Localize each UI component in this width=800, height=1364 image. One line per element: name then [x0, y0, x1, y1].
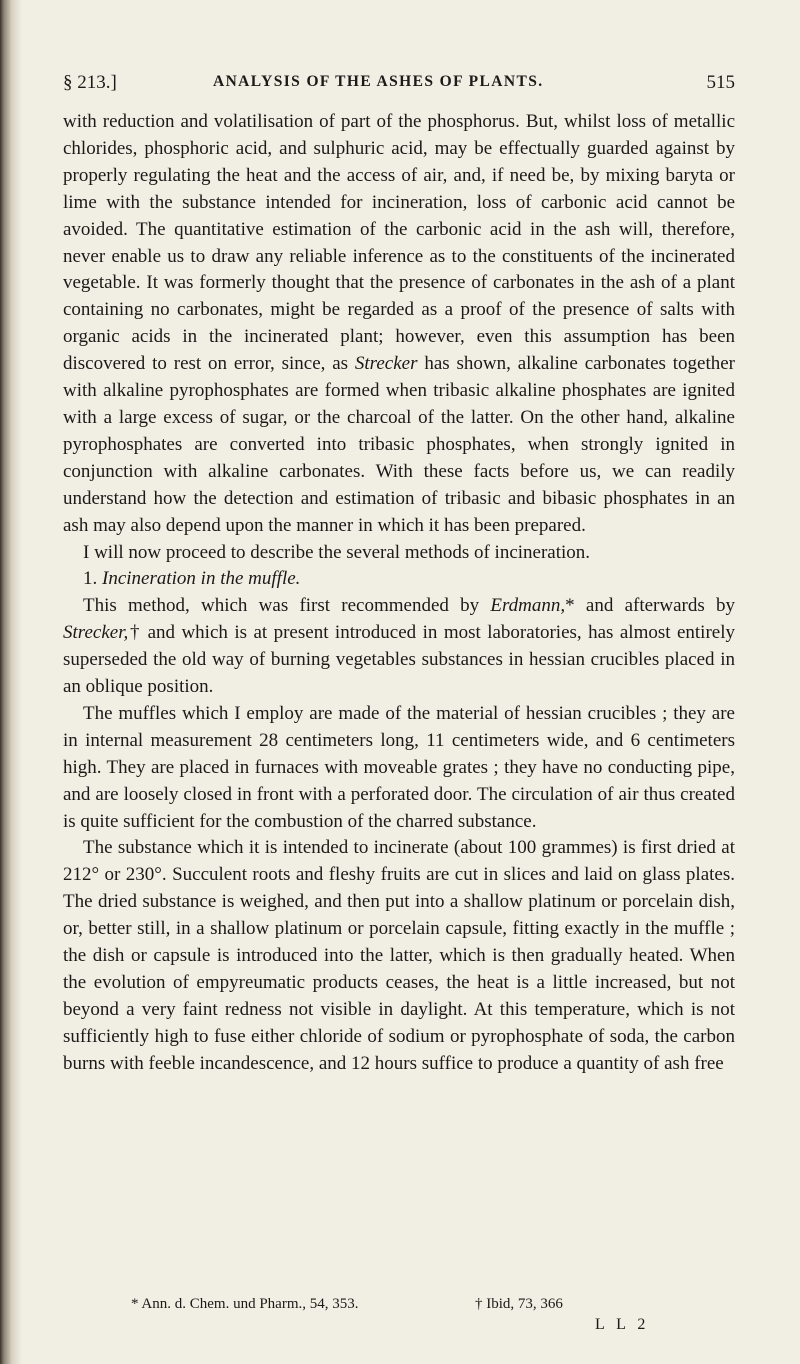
running-title: ANALYSIS OF THE ASHES OF PLANTS. [213, 73, 544, 90]
footnote-2: † Ibid, 73, 366 [475, 1296, 563, 1312]
paragraph-3: This method, which was first recommended by Erdmann,* and afterwards by Strecker,† and which is at present introduced in most laboratories, has almost entirely superseded the old way of burning vegetables substances in hessian crucibles placed in an oblique position. [63, 595, 735, 698]
author-name-erdmann: Erdmann, [490, 595, 566, 617]
footnote-1: * Ann. d. Chem. und Pharm., 54, 353. [131, 1296, 359, 1312]
subsection-heading [63, 566, 735, 593]
paragraph-5: The substance which it is intended to incinerate (about 100 grammes) is first dried at 212° or 230°. Succulent roots and fleshy fruits are cut in slices and laid on glass plates. The dried substance is weighed, and then put into a shallow platinum or porcelain dish, or, better still, in a shallow platinum or porcelain capsule, fitting exactly in the muffle ; the dish or capsule is introduced into the latter, which is then gradually heated. When the evolution of empyreumatic products ceases, the heat is a little increased, but not beyond a very faint redness not visible in daylight. At this temperature, which is not sufficiently high to fuse either chloride of sodium or pyrophosphate of soda, the carbon burns with feeble incandescence, and 12 hours suffice to produce a quantity of ash free [63, 837, 735, 1074]
body-text [63, 109, 735, 1078]
paragraph-4: The muffles which I employ are made of the material of hessian crucibles ; they are in internal measurement 28 centimeters long, 11 centimeters wide, and 6 centimeters high. They are placed in furnaces with moveable grates ; they have no conducting pipe, and are loosely closed in front with a perforated door. The circulation of air thus created is quite sufficient for the combustion of the charred substance. [63, 702, 735, 832]
page-number: 515 [706, 72, 735, 93]
author-name-strecker: Strecker, [63, 622, 129, 644]
subsection-number: 1. [83, 568, 98, 590]
author-name-strecker: Strecker [354, 353, 418, 375]
spine-shadow [0, 0, 22, 1364]
running-header [63, 72, 735, 100]
paragraph-1: with reduction and volatilisation of part of the phosphorus. But, whilst loss of metallic chlorides, phosphoric acid, and sulphuric acid, may be effectually guarded against by properly regulating the heat and the access of air, and, if need be, by mixing baryta or lime with the substance intended for incineration, loss of carbonic acid cannot be avoided. The quantitative estimation of the carbonic acid in the ash will, therefore, never enable us to draw any reliable inference as to the constituents of the incinerated vegetable. It was formerly thought that the presence of carbonates in the ash of a plant containing no carbonates, might be regarded as a proof of the presence of salts with organic acids in the incinerated plant; however, even this assumption has been discovered to rest on error, since, as Strecker has shown, alkaline carbonates together with alkaline pyrophosphates are formed when tribasic alkaline phosphates are ignited with a large excess of sugar, or the charcoal of the latter. On the other hand, alkaline pyrophosphates are converted into tribasic phosphates, when strongly ignited in conjunction with alkaline carbonates. With these facts before us, we can readily understand how the detection and estimation of tribasic and bibasic phosphates in an ash may also depend upon the manner in which it has been prepared. [63, 111, 736, 536]
paragraph-2: I will now proceed to describe the several methods of incineration. [83, 541, 591, 563]
subsection-title: Incineration in the muffle. [102, 568, 301, 590]
section-number: § 213.] [63, 72, 117, 93]
footnote-mark: † [128, 622, 142, 644]
footnote-mark: * [565, 595, 575, 617]
signature-mark: L L 2 [595, 1316, 650, 1333]
